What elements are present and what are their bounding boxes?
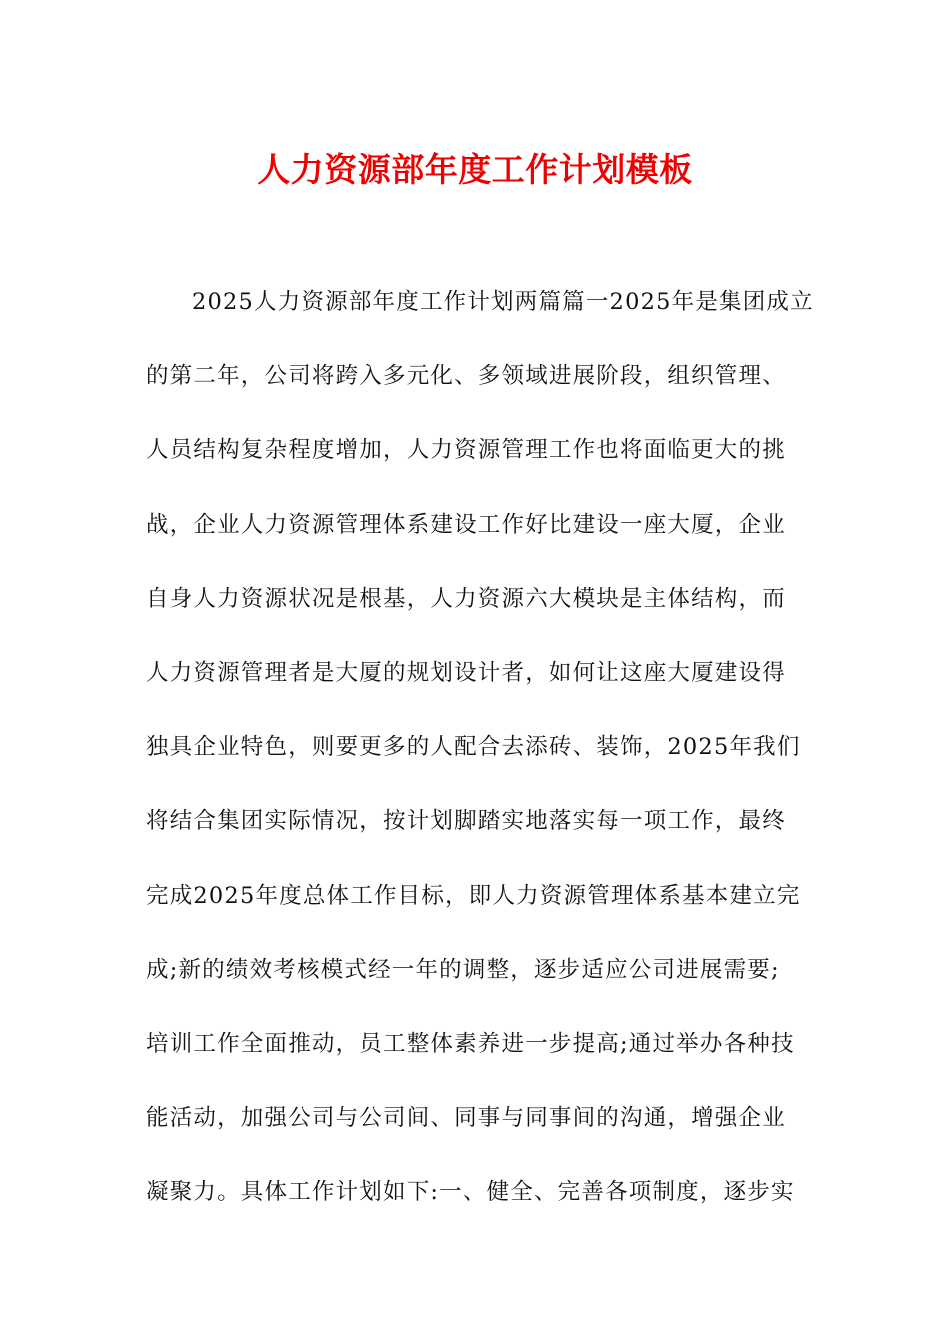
body-paragraph [146,277,814,1241]
body-line: 能活动，加强公司与公司间、同事与同事间的沟通，增强企业 [146,1105,786,1132]
body-line: 的第二年，公司将跨入多元化、多领域进展阶段，组织管理、 [146,363,786,390]
body-line: 成;新的绩效考核模式经一年的调整，逐步适应公司进展需要; [146,956,780,983]
body-line: 自身人力资源状况是根基，人力资源六大模块是主体结构，而 [146,585,786,612]
body-line: 战，企业人力资源管理体系建设工作好比建设一座大厦，企业 [146,511,786,538]
body-line: 完成2025年度总体工作目标，即人力资源管理体系基本建立完 [146,882,801,909]
body-line: 将结合集团实际情况，按计划脚踏实地落实每一项工作，最终 [146,808,786,835]
body-line: 2025人力资源部年度工作计划两篇篇一2025年是集团成立 [192,289,814,315]
body-line: 人力资源管理者是大厦的规划设计者，如何让这座大厦建设得 [146,659,786,686]
body-line: 独具企业特色，则要更多的人配合去添砖、装饰，2025年我们 [146,734,801,761]
document-title: 人力资源部年度工作计划模板 [257,150,693,189]
body-line: 凝聚力。具体工作计划如下:一、健全、完善各项制度，逐步实 [146,1179,795,1206]
body-line: 培训工作全面推动，员工整体素养进一步提高;通过举办各种技 [146,1030,795,1057]
body-line: 人员结构复杂程度增加，人力资源管理工作也将面临更大的挑 [146,437,786,464]
